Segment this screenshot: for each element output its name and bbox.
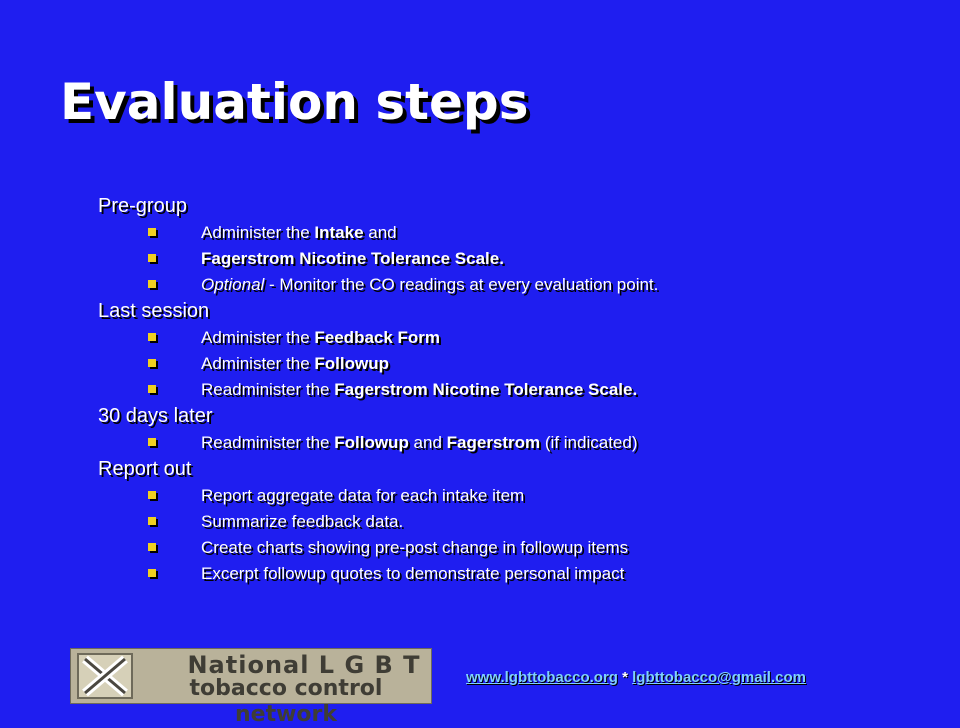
bullet-list	[98, 325, 938, 403]
bullet-text: Report aggregate data for each intake item	[201, 486, 525, 505]
bullet-list	[98, 220, 938, 298]
slide-content	[98, 193, 938, 587]
square-bullet-icon	[148, 228, 156, 236]
square-bullet-icon	[148, 333, 156, 341]
no-smoking-icon	[77, 653, 133, 699]
bullet-text: Administer the	[201, 328, 315, 347]
bullet-text: Administer the	[201, 223, 315, 242]
footer-separator: *	[617, 669, 633, 686]
bullet-text: Feedback Form	[314, 328, 441, 347]
section-heading: Report out	[98, 458, 192, 480]
bullet-item	[98, 509, 938, 535]
bullet-item	[98, 220, 938, 246]
square-bullet-icon	[148, 438, 156, 446]
network-logo	[70, 648, 432, 727]
bullet-text: Readminister the	[201, 380, 335, 399]
bullet-text: (if indicated)	[540, 433, 638, 452]
bullet-item	[98, 535, 938, 561]
bullet-list	[98, 483, 938, 587]
bullet-text: Followup	[314, 354, 389, 373]
square-bullet-icon	[148, 359, 156, 367]
logo-line-1: National L G B T	[187, 651, 421, 679]
bullet-item	[98, 351, 938, 377]
bullet-list	[98, 430, 938, 456]
square-bullet-icon	[148, 569, 156, 577]
bullet-text: and	[363, 223, 397, 242]
bullet-text: Administer the	[201, 354, 315, 373]
square-bullet-icon	[148, 254, 156, 262]
logo-line-2: tobacco control network	[189, 676, 383, 727]
bullet-text: Fagerstrom Nicotine Tolerance Scale.	[201, 249, 504, 268]
square-bullet-icon	[148, 385, 156, 393]
bullet-text: Readminister the	[201, 433, 335, 452]
square-bullet-icon	[148, 491, 156, 499]
slide-title: Evaluation steps	[60, 73, 529, 131]
bullet-text: Fagerstrom Nicotine Tolerance Scale.	[334, 380, 638, 399]
bullet-text: Followup	[334, 433, 409, 452]
bullet-text: Excerpt followup quotes to demonstrate personal impact	[201, 564, 625, 583]
bullet-item	[98, 377, 938, 403]
email-link[interactable]: lgbttobacco@gmail.com	[632, 669, 806, 686]
bullet-item	[98, 272, 938, 298]
bullet-text: Create charts showing pre-post change in followup items	[201, 538, 629, 557]
bullet-item	[98, 483, 938, 509]
bullet-text: Intake	[314, 223, 364, 242]
bullet-text: Summarize feedback data.	[201, 512, 404, 531]
bullet-item	[98, 430, 938, 456]
bullet-item	[98, 561, 938, 587]
website-link[interactable]: www.lgbttobacco.org	[466, 669, 618, 686]
bullet-text: and	[408, 433, 447, 452]
section-heading: 30 days later	[98, 405, 213, 427]
section-heading: Last session	[98, 300, 210, 322]
bullet-text: Fagerstrom	[446, 433, 541, 452]
section-heading: Pre-group	[98, 195, 187, 217]
bullet-text: - Monitor the CO readings at every evaluation point.	[264, 275, 659, 294]
square-bullet-icon	[148, 517, 156, 525]
bullet-item	[98, 325, 938, 351]
footer-contact	[466, 669, 806, 687]
bullet-text: Optional	[201, 275, 265, 294]
bullet-item	[98, 246, 938, 272]
square-bullet-icon	[148, 280, 156, 288]
square-bullet-icon	[148, 543, 156, 551]
